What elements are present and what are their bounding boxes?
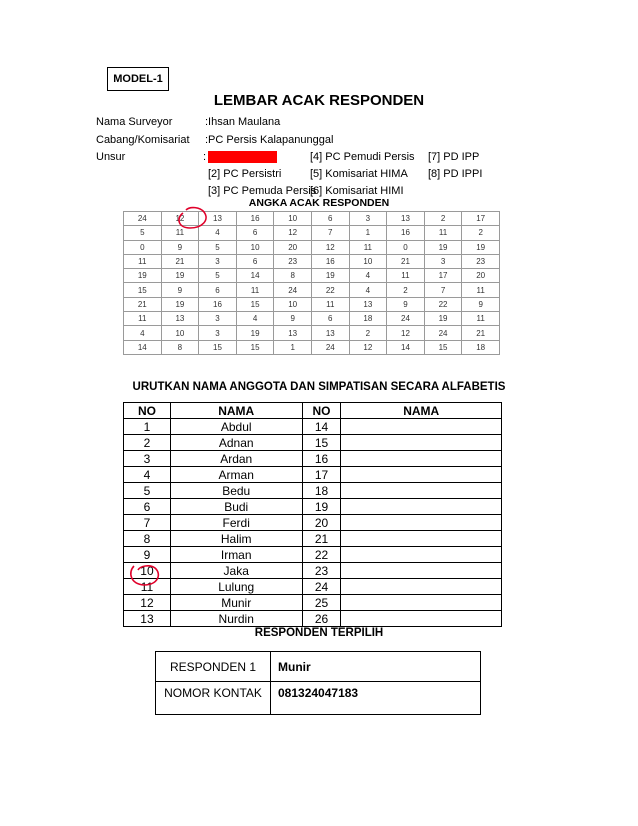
random-cell: 16	[311, 254, 349, 268]
random-cell: 11	[161, 226, 199, 240]
random-cell: 0	[124, 240, 162, 254]
random-cell: 13	[387, 212, 425, 226]
random-cell: 8	[274, 269, 312, 283]
random-cell: 24	[274, 283, 312, 297]
random-cell: 2	[349, 326, 387, 340]
contact-value: 081324047183	[271, 682, 481, 715]
random-cell: 12	[311, 240, 349, 254]
random-cell: 21	[161, 254, 199, 268]
member-name: Bedu	[170, 483, 302, 499]
random-cell: 19	[161, 269, 199, 283]
random-cell: 22	[311, 283, 349, 297]
contact-label: NOMOR KONTAK	[156, 682, 271, 715]
respondent-label: RESPONDEN 1	[156, 652, 271, 682]
random-cell: 10	[274, 212, 312, 226]
member-name: Ardan	[170, 451, 302, 467]
random-cell: 3	[199, 254, 237, 268]
member-no: 5	[124, 483, 171, 499]
random-cell: 15	[199, 340, 237, 354]
member-no: 15	[302, 435, 341, 451]
random-cell: 11	[387, 269, 425, 283]
random-cell: 9	[161, 283, 199, 297]
random-cell: 3	[199, 312, 237, 326]
random-cell: 3	[424, 254, 462, 268]
random-cell: 11	[124, 254, 162, 268]
random-cell: 24	[311, 340, 349, 354]
member-no: 16	[302, 451, 341, 467]
random-cell: 12	[349, 340, 387, 354]
random-cell: 11	[424, 226, 462, 240]
random-cell: 6	[311, 312, 349, 326]
random-cell: 10	[161, 326, 199, 340]
random-cell: 19	[462, 240, 500, 254]
random-cell: 13	[274, 326, 312, 340]
member-no: 22	[302, 547, 341, 563]
member-no: 6	[124, 499, 171, 515]
random-cell: 4	[236, 312, 274, 326]
unsur-option-3: [3] PC Pemuda Persis	[208, 185, 317, 197]
random-cell: 20	[462, 269, 500, 283]
random-cell: 11	[311, 297, 349, 311]
random-cell: 6	[236, 226, 274, 240]
random-cell: 13	[311, 326, 349, 340]
random-cell: 15	[236, 340, 274, 354]
random-cell: 11	[236, 283, 274, 297]
random-cell: 13	[161, 312, 199, 326]
random-cell: 24	[124, 212, 162, 226]
hand-drawn-circle-random	[179, 208, 206, 228]
member-name: Irman	[170, 547, 302, 563]
random-cell: 11	[462, 312, 500, 326]
member-no: 12	[124, 595, 171, 611]
member-no: 1	[124, 419, 171, 435]
random-cell: 19	[311, 269, 349, 283]
random-cell: 14	[124, 340, 162, 354]
unsur-option-1-highlight: [1] PC. Persis	[209, 151, 277, 163]
member-no: 20	[302, 515, 341, 531]
member-no: 10	[124, 563, 171, 579]
random-cell: 22	[424, 297, 462, 311]
member-no: 19	[302, 499, 341, 515]
random-cell: 21	[124, 297, 162, 311]
random-cell: 19	[124, 269, 162, 283]
member-no: 18	[302, 483, 341, 499]
random-cell: 2	[462, 226, 500, 240]
random-cell: 5	[199, 269, 237, 283]
random-cell: 4	[349, 283, 387, 297]
random-cell: 6	[199, 283, 237, 297]
random-cell: 2	[387, 283, 425, 297]
random-cell: 15	[236, 297, 274, 311]
random-cell: 1	[274, 340, 312, 354]
random-cell: 16	[236, 212, 274, 226]
member-no: 8	[124, 531, 171, 547]
member-no: 2	[124, 435, 171, 451]
member-no: 11	[124, 579, 171, 595]
random-cell: 24	[424, 326, 462, 340]
surveyor-value: :Ihsan Maulana	[205, 116, 281, 128]
member-name: Halim	[170, 531, 302, 547]
member-name: Munir	[170, 595, 302, 611]
header-name-1: NAMA	[170, 403, 302, 419]
random-cell: 7	[311, 226, 349, 240]
member-no: 26	[302, 611, 341, 627]
header-no-1: NO	[124, 403, 171, 419]
member-name: Adnan	[170, 435, 302, 451]
random-cell: 11	[462, 283, 500, 297]
random-cell: 0	[387, 240, 425, 254]
unsur-option-7: [7] PD IPP	[428, 151, 480, 163]
selected-title: RESPONDEN TERPILIH	[254, 627, 384, 639]
random-cell: 21	[387, 254, 425, 268]
random-cell: 15	[124, 283, 162, 297]
random-cell: 4	[124, 326, 162, 340]
model-label: MODEL-1	[107, 67, 169, 91]
random-cell: 9	[161, 240, 199, 254]
random-cell: 12	[274, 226, 312, 240]
random-cell: 19	[161, 297, 199, 311]
random-cell: 23	[274, 254, 312, 268]
random-cell: 19	[424, 312, 462, 326]
member-name: Nurdin	[170, 611, 302, 627]
random-cell: 14	[236, 269, 274, 283]
random-cell: 17	[462, 212, 500, 226]
member-no: 14	[302, 419, 341, 435]
random-cell: 10	[349, 254, 387, 268]
member-name: Jaka	[170, 563, 302, 579]
unsur-option-2: [2] PC Persistri	[208, 168, 282, 180]
sort-instruction: URUTKAN NAMA ANGGOTA DAN SIMPATISAN SECARA ALFABETIS	[132, 381, 506, 393]
random-cell: 8	[161, 340, 199, 354]
member-no: 13	[124, 611, 171, 627]
hand-drawn-circle-member	[131, 566, 159, 585]
member-no: 23	[302, 563, 341, 579]
member-name: Arman	[170, 467, 302, 483]
random-cell: 21	[462, 326, 500, 340]
member-no: 17	[302, 467, 341, 483]
random-cell: 18	[462, 340, 500, 354]
unsur-option-5: [5] Komisariat HIMA	[310, 168, 408, 180]
random-cell: 13	[199, 212, 237, 226]
member-no: 9	[124, 547, 171, 563]
unsur-colon: :	[203, 151, 207, 163]
random-cell: 17	[424, 269, 462, 283]
random-cell: 19	[236, 326, 274, 340]
random-cell: 16	[199, 297, 237, 311]
member-no: 21	[302, 531, 341, 547]
page-title: LEMBAR ACAK RESPONDEN	[213, 92, 425, 109]
random-cell: 15	[424, 340, 462, 354]
random-cell: 12	[387, 326, 425, 340]
random-cell: 18	[349, 312, 387, 326]
random-cell: 2	[424, 212, 462, 226]
header-no-2: NO	[302, 403, 341, 419]
member-no: 7	[124, 515, 171, 531]
branch-label: Cabang/Komisariat	[96, 134, 190, 146]
random-cell: 3	[199, 326, 237, 340]
random-cell: 12	[161, 212, 199, 226]
random-cell: 6	[311, 212, 349, 226]
random-cell: 5	[199, 240, 237, 254]
member-no: 4	[124, 467, 171, 483]
random-cell: 7	[424, 283, 462, 297]
random-cell: 19	[424, 240, 462, 254]
random-cell: 20	[274, 240, 312, 254]
random-cell: 9	[387, 297, 425, 311]
member-name: Ferdi	[170, 515, 302, 531]
random-cell: 9	[274, 312, 312, 326]
unsur-option-8: [8] PD IPPI	[428, 168, 483, 180]
member-name: Abdul	[170, 419, 302, 435]
surveyor-label: Nama Surveyor	[96, 116, 173, 128]
random-cell: 9	[462, 297, 500, 311]
random-cell: 5	[124, 226, 162, 240]
random-cell: 1	[349, 226, 387, 240]
member-name: Lulung	[170, 579, 302, 595]
unsur-label: Unsur	[96, 151, 126, 163]
member-no: 3	[124, 451, 171, 467]
random-cell: 14	[387, 340, 425, 354]
random-cell: 10	[236, 240, 274, 254]
random-cell: 3	[349, 212, 387, 226]
unsur-option-6: [6] Komisariat HIMI	[310, 185, 404, 197]
header-name-2: NAMA	[341, 403, 502, 419]
random-cell: 6	[236, 254, 274, 268]
random-cell: 24	[387, 312, 425, 326]
branch-value: :PC Persis Kalapanunggal	[205, 134, 334, 146]
random-cell: 4	[199, 226, 237, 240]
member-no: 24	[302, 579, 341, 595]
random-cell: 13	[349, 297, 387, 311]
random-cell: 11	[124, 312, 162, 326]
random-cell: 23	[462, 254, 500, 268]
member-name: Budi	[170, 499, 302, 515]
unsur-option-4: [4] PC Pemudi Persis	[310, 151, 415, 163]
random-cell: 16	[387, 226, 425, 240]
random-cell: 11	[349, 240, 387, 254]
member-no: 25	[302, 595, 341, 611]
respondent-value: Munir	[271, 652, 481, 682]
random-cell: 4	[349, 269, 387, 283]
random-cell: 10	[274, 297, 312, 311]
random-table-title: ANGKA ACAK RESPONDEN	[248, 197, 390, 209]
